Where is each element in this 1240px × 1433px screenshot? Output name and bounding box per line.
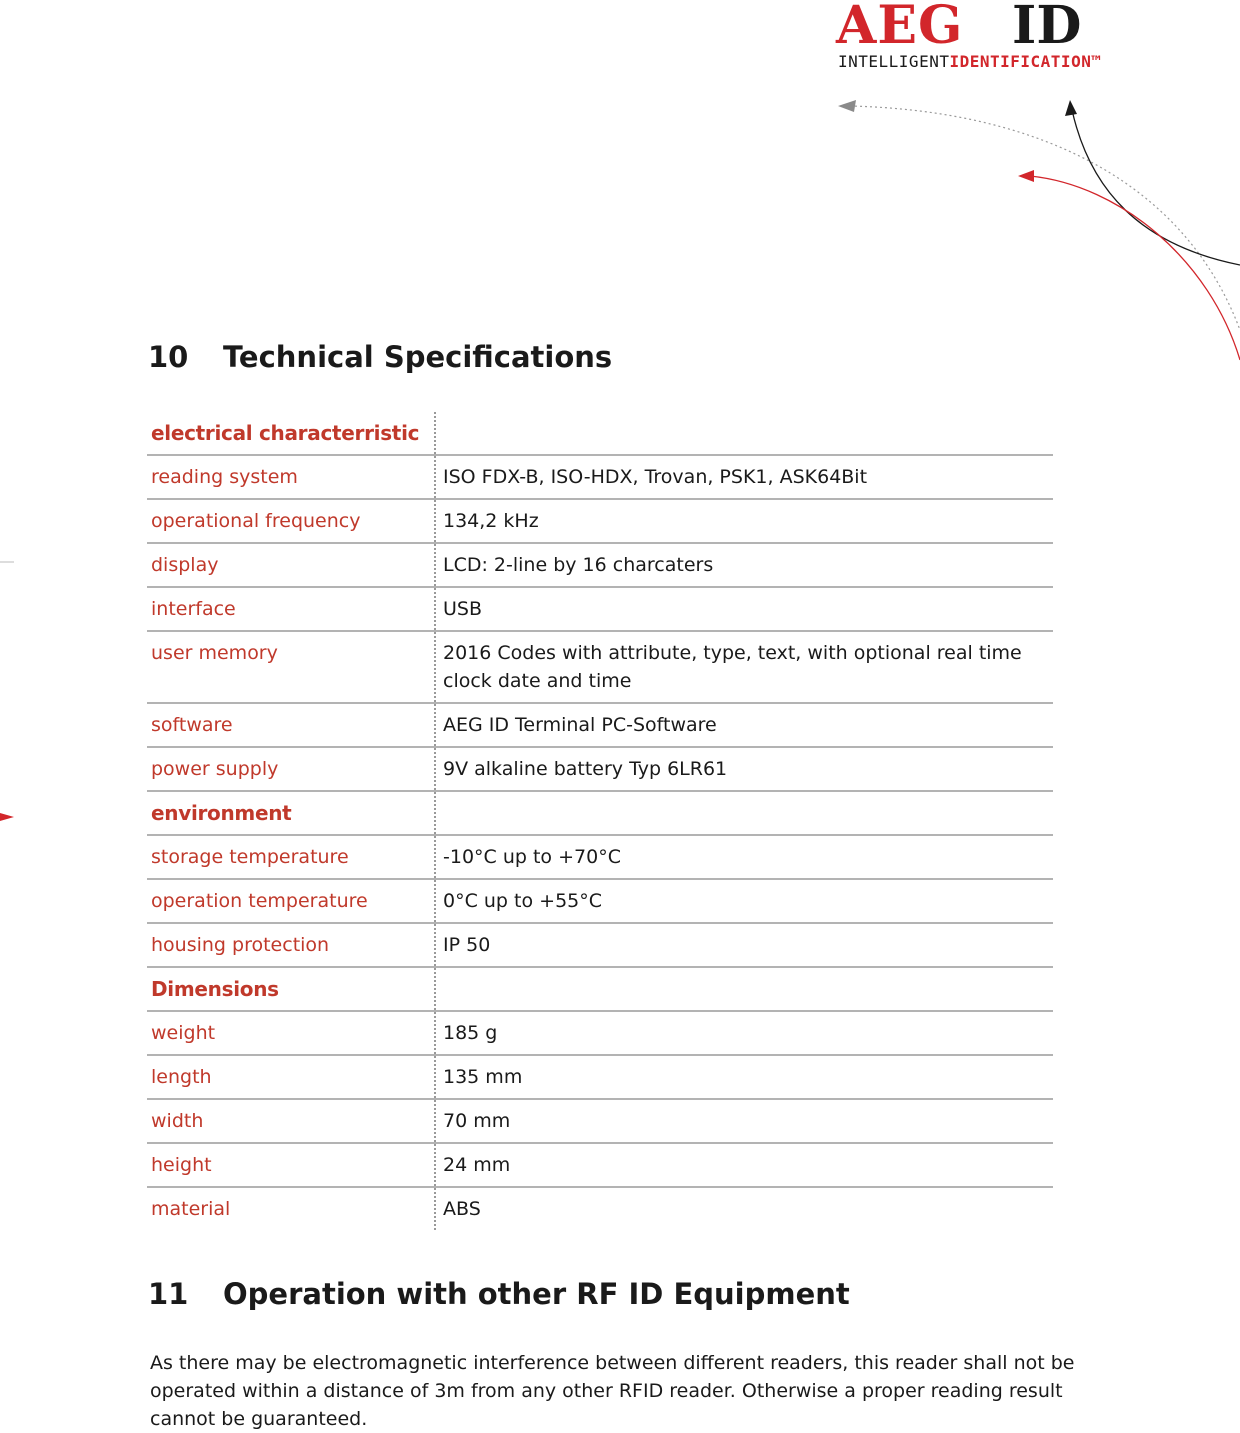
spec-row: [147, 879, 1053, 923]
spec-value: 135 mm: [435, 1055, 1053, 1099]
spec-row: [147, 835, 1053, 879]
spec-row: [147, 1143, 1053, 1187]
spec-value: [435, 412, 1053, 455]
spec-key: housing protection: [147, 923, 435, 967]
spec-row: [147, 631, 1053, 703]
section-heading-11: [148, 1277, 850, 1311]
spec-row: [147, 587, 1053, 631]
spec-key: software: [147, 703, 435, 747]
spec-row: [147, 1099, 1053, 1143]
spec-key: operation temperature: [147, 879, 435, 923]
spec-value: 185 g: [435, 1011, 1053, 1055]
section-heading-10: [148, 340, 612, 374]
spec-value: [435, 967, 1053, 1011]
spec-value: 70 mm: [435, 1099, 1053, 1143]
spec-value: ISO FDX-B, ISO-HDX, Trovan, PSK1, ASK64Bit: [435, 455, 1053, 499]
spec-section-row: [147, 412, 1053, 455]
red-arrowhead: [1018, 170, 1034, 182]
spec-value: -10°C up to +70°C: [435, 835, 1053, 879]
spec-key: weight: [147, 1011, 435, 1055]
spec-value: 134,2 kHz: [435, 499, 1053, 543]
spec-value: 0°C up to +55°C: [435, 879, 1053, 923]
section-number: 10: [148, 340, 189, 374]
section-title: Operation with other RF ID Equipment: [223, 1277, 850, 1311]
spec-value: 9V alkaline battery Typ 6LR61: [435, 747, 1053, 791]
spec-value: LCD: 2-line by 16 charcaters: [435, 543, 1053, 587]
black-arc: [1072, 110, 1240, 265]
spec-section-label: electrical characterristic: [151, 421, 420, 445]
spec-value: 2016 Codes with attribute, type, text, with optional real time clock date and time: [435, 631, 1053, 703]
section-number: 11: [148, 1277, 189, 1311]
logo-brand: AEG: [836, 0, 964, 56]
gray-dotted-arc: [850, 106, 1240, 330]
spec-key: material: [147, 1187, 435, 1230]
red-margin-arrow: [0, 813, 14, 821]
section-title: Technical Specifications: [223, 340, 613, 374]
spec-value: AEG ID Terminal PC-Software: [435, 703, 1053, 747]
logo-tagline-part2: IDENTIFICATION™: [949, 52, 1102, 71]
spec-key: display: [147, 543, 435, 587]
spec-key: height: [147, 1143, 435, 1187]
spec-value: IP 50: [435, 923, 1053, 967]
spec-key: width: [147, 1099, 435, 1143]
spec-value: [435, 791, 1053, 835]
spec-section-row: [147, 791, 1053, 835]
spec-key: power supply: [147, 747, 435, 791]
spec-key: interface: [147, 587, 435, 631]
spec-row: [147, 543, 1053, 587]
spec-row: [147, 747, 1053, 791]
gray-arrowhead: [838, 100, 856, 112]
spec-key: length: [147, 1055, 435, 1099]
spec-value: USB: [435, 587, 1053, 631]
red-arc: [1030, 176, 1240, 360]
logo-id: ID: [1012, 0, 1082, 56]
logo-tagline-part1: INTELLIGENT: [838, 52, 950, 71]
black-arrowhead: [1065, 100, 1077, 116]
spec-key: operational frequency: [147, 499, 435, 543]
spec-row: [147, 1187, 1053, 1230]
spec-value: 24 mm: [435, 1143, 1053, 1187]
spec-row: [147, 499, 1053, 543]
spec-section-row: [147, 967, 1053, 1011]
spec-section-label: Dimensions: [147, 967, 435, 1011]
spec-section-label: environment: [147, 791, 435, 835]
section-body-paragraph: As there may be electromagnetic interference between different readers, this reader shall not be operated within a distance of 3m from any other RFID reader. Otherwise a proper reading result cannot be guaranteed.: [150, 1352, 1075, 1430]
spec-key: storage temperature: [147, 835, 435, 879]
spec-row: [147, 1055, 1053, 1099]
spec-value: ABS: [435, 1187, 1053, 1230]
spec-key: user memory: [147, 631, 435, 703]
spec-key: reading system: [147, 455, 435, 499]
spec-row: [147, 703, 1053, 747]
spec-row: [147, 923, 1053, 967]
spec-table: [147, 412, 1053, 1230]
spec-row: [147, 455, 1053, 499]
spec-row: [147, 1011, 1053, 1055]
